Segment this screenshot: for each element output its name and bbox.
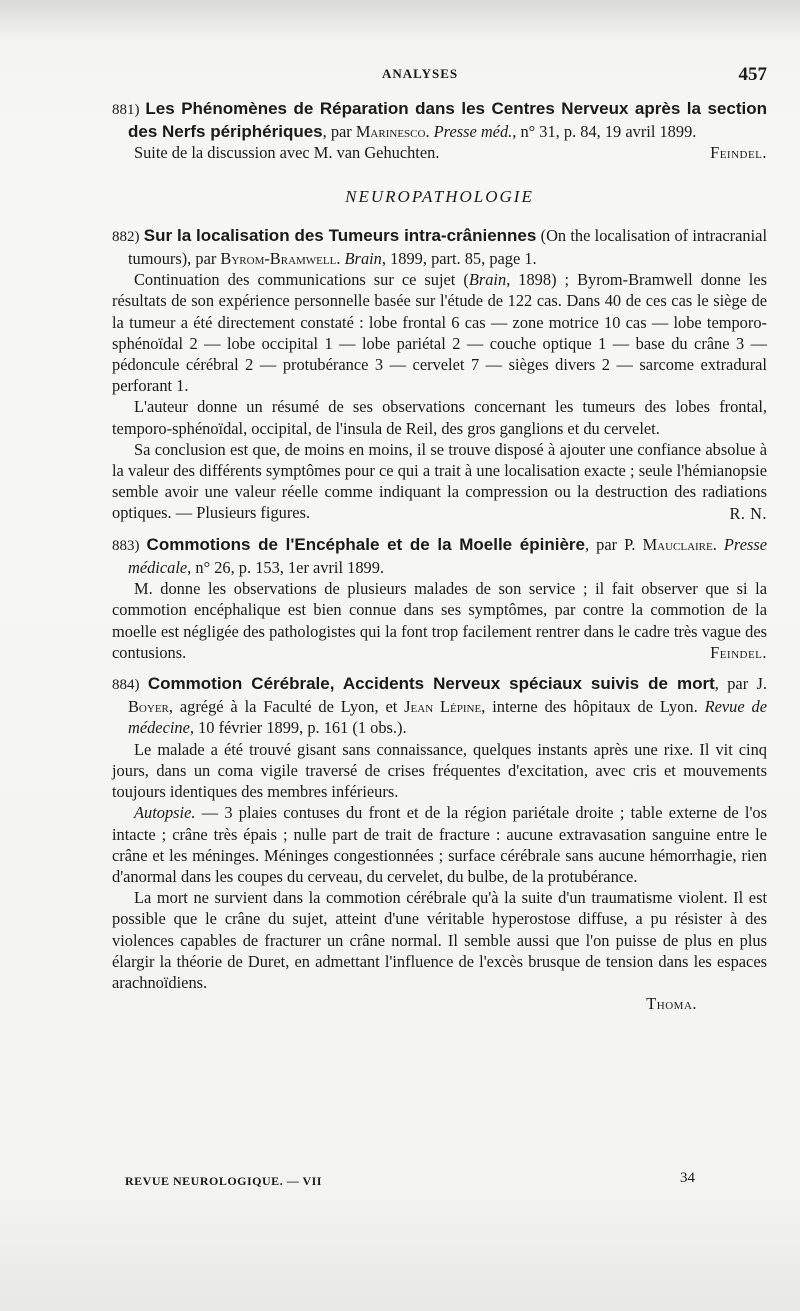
section-title: NEUROPATHOLOGIE <box>345 186 534 206</box>
entry-journal: Revue de médecine <box>128 697 767 738</box>
entry-journal: Brain <box>344 249 382 269</box>
paragraph-text: , 1898) ; Byrom-Bramwell donne les résultats de son expérience personnelle basée sur l'étude de 122 cas. Dans 40 de ces cas le siège de la tumeur a été directement constaté : lobe frontal 6 cas — zone motrice 10 cas — lobe temporo-sphénoïdal 2 — lobe occipital 1 — lobe pariétal 2 — couche optique 1 — base du crâne 3 — pédoncule cérébral 2 — protubérance 3 — cervelet 7 — sièges divers 2 — sarcome extradural perforant 1. <box>112 270 768 396</box>
entry-881-heading: 881) Les Phénomènes de Réparation dans les Centres Nerveux après la section des Nerfs périphériques, par Marinesco. Presse méd., n° 31, p. 84, 19 avril 1899. <box>112 99 767 142</box>
entry-author-2: Jean Lépine <box>404 697 482 717</box>
entry-by: , par <box>322 122 356 142</box>
entry-author: Byrom-Bramwell <box>220 249 337 269</box>
entry-883-body <box>112 578 767 663</box>
entry-affiliation: , agrégé à la Faculté de Lyon, et <box>168 697 405 717</box>
entry-number: 881) <box>112 102 140 118</box>
entry-signature: Thoma. <box>646 994 697 1014</box>
entry-884-paragraph-2 <box>112 802 767 887</box>
entry-title: Commotions de l'Encéphale et de la Moelle épinière <box>146 534 585 554</box>
entry-signature: Feindel. <box>710 143 767 163</box>
entry-author-1: Boyer <box>128 697 169 717</box>
entry-author: Marinesco <box>355 122 426 142</box>
paragraph-text: Continuation des communications sur ce sujet ( <box>134 270 469 290</box>
entry-body-text: M. donne les observations de plusieurs malades de son service ; il fait observer que si la commotion encéphalique est bien connue dans ses symptômes, par contre la commotion de la moelle est négligée des pathologistes qui la font trop facilement rentrer dans le cadre très vague des contusions. <box>112 579 767 662</box>
entry-884-paragraph-3: La mort ne survient dans la commotion cérébrale qu'à la suite d'un traumatisme violent. Il est possible que le crâne du sujet, atteint d'une véritable hyperostose diffuse, a pu résister à des violences capables de fracturer un crâne normal. Il semble aussi que l'on puisse de plus en plus élargir la théorie de Duret, en admettant l'influence de l'excès brusque de tension dans les espaces arachnoïdiens. <box>112 888 767 992</box>
entry-title: Sur la localisation des Tumeurs intra-crâniennes <box>143 225 537 245</box>
entry-number: 884) <box>112 677 140 694</box>
entry-number: 883) <box>112 537 140 554</box>
entry-by: , par P. <box>585 534 643 554</box>
page-content <box>112 98 767 1014</box>
entry-882 <box>112 225 767 524</box>
entry-journal: Presse méd. <box>433 122 513 142</box>
entry-signature: R. N. <box>729 503 767 523</box>
sheet-number: 34 <box>680 1170 695 1186</box>
entry-reference: , n° 31, p. 84, 19 avril 1899. <box>512 122 697 142</box>
entry-affiliation-2: , interne des hôpitaux de Lyon. <box>481 697 705 717</box>
entry-title: Les Phénomènes de Réparation dans les Centres Nerveux après la section des Nerfs périphériques <box>128 99 767 142</box>
entry-882-paragraph-3: Sa conclusion est que, de moins en moins, il se trouve disposé à ajouter une confiance absolue à la valeur des différents symptômes pour ce qui a trait à une localisation exacte ; seule l'hémianopsie semble avoir une valeur réelle comme indiquant la compression ou la destruction des radiations optiques. — Plusieurs figures. <box>112 439 767 523</box>
entry-884-paragraph-1: Le malade a été trouvé gisant sans connaissance, quelques instants après une rixe. Il vit cinq jours, dans un coma vigile traversé de crises fréquentes d'excitation, avec cris et mouvements toujours identiques des membres inférieurs. <box>112 739 767 802</box>
entry-883 <box>112 534 767 663</box>
entry-signature: Feindel. <box>710 642 767 662</box>
entry-number: 882) <box>112 228 140 245</box>
entry-882-paragraph-2: L'auteur donne un résumé de ses observations concernant les tumeurs des lobes frontal, temporo-sphénoïdal, occipital, de l'insula de Reil, des gros ganglions et du cervelet. <box>112 397 767 438</box>
entry-reference: , 10 février 1899, p. 161 (1 obs.). <box>189 718 407 738</box>
paragraph-journal: Brain <box>468 270 507 290</box>
entry-reference: , n° 26, p. 153, 1er avril 1899. <box>187 558 385 578</box>
entry-882-paragraph-1 <box>112 269 767 396</box>
entry-881 <box>112 98 767 164</box>
entry-884 <box>112 673 767 1014</box>
entry-884-heading <box>112 673 767 739</box>
running-title: ANALYSES <box>382 66 459 81</box>
entry-journal: Presse médicale <box>128 534 767 578</box>
autopsy-label: Autopsie. <box>134 803 196 823</box>
page-footer <box>125 1170 705 1190</box>
entry-body-text: Suite de la discussion avec M. van Gehuchten. <box>134 143 440 163</box>
page-number: 457 <box>738 64 767 85</box>
paragraph-text: — 3 plaies contuses du front et de la région pariétale droite ; table externe de l'os intacte ; crâne très épais ; nulle part de trait de fracture : aucune extravasation sanguine entre le crâne et les méninges. Méninges congestionnées ; surface cérébrale sans aucune hémorrhagie, rien d'anormal dans les coupes du cerveau, du cervelet, du bulbe, de la protubérance. <box>112 803 767 886</box>
entry-subtitle: (On the localisation of intracranial tumours), par <box>128 225 767 269</box>
page-header <box>112 66 767 90</box>
footer-journal: REVUE NEUROLOGIQUE. — VII <box>125 1174 322 1188</box>
entry-883-heading: 883) Commotions de l'Encéphale et de la Moelle épinière, par P. Mauclaire. Presse médicale, n° 26, p. 153, 1er avril 1899. <box>112 534 767 578</box>
entry-by: , par J. <box>714 674 767 694</box>
entry-881-body <box>112 142 767 163</box>
entry-882-heading: 882) Sur la localisation des Tumeurs intra-crâniennes (On the localisation of intracranial tumours), par Byrom-Bramwell. Brain, 1899, part. 85, page 1. <box>112 225 767 269</box>
entry-reference: , 1899, part. 85, page 1. <box>381 249 537 269</box>
entry-title: Commotion Cérébrale, Accidents Nerveux spéciaux suivis de mort <box>147 674 715 694</box>
entry-author: Mauclaire <box>642 534 713 554</box>
